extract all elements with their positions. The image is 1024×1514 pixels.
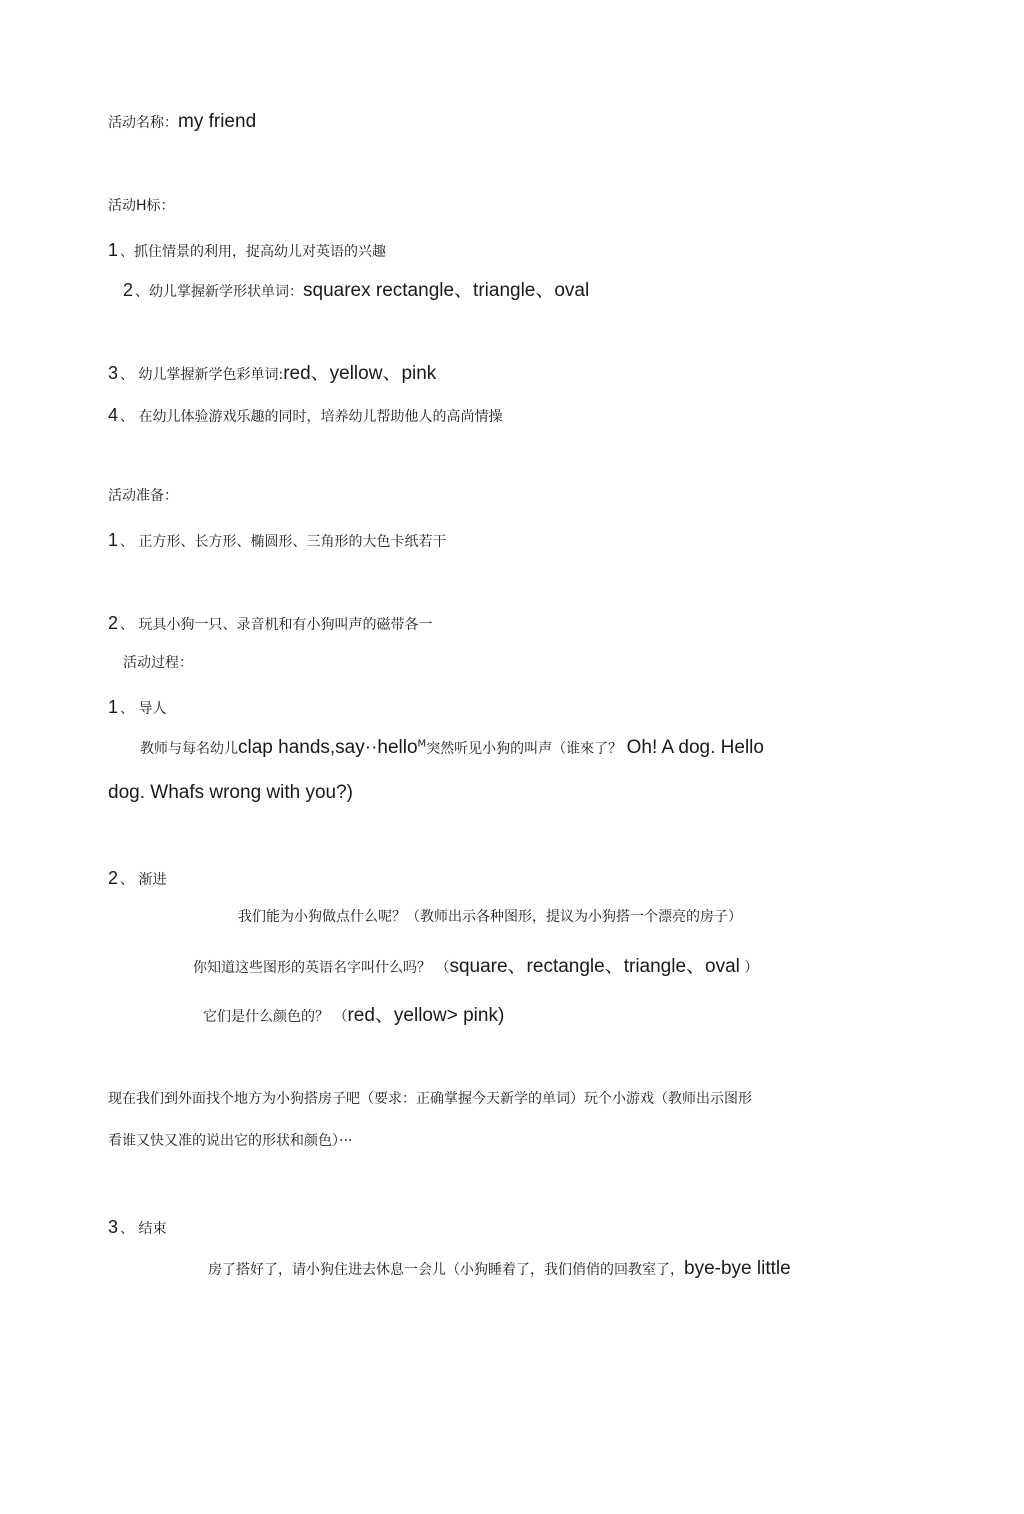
step-1-text: 、 导人 [120, 701, 167, 717]
title-value: my friend [178, 111, 257, 132]
step-3-number: 3 [108, 1217, 119, 1237]
goal-3-number: 3 [108, 363, 119, 383]
step-1-intro-en-2: Oh! A dog. Hello [626, 737, 764, 758]
goals-heading: 活动H标： [108, 198, 175, 214]
goal-4-number: 4 [108, 405, 119, 425]
step-2-question-2-end: ） [739, 960, 759, 976]
step-2-paragraph-line-2: 看谁又快又准的说出它的形状和颜色）··· [108, 1133, 353, 1149]
goal-4-text: 、 在幼儿体验游戏乐趣的同时，培养幼儿帮助他人的高尚情操 [120, 409, 503, 425]
step-2-question-3-en: red、yellow> pink) [347, 1005, 505, 1026]
goal-3-english: red、yellow、pink [283, 363, 437, 384]
goal-2-text: 、幼儿掌握新学形状单词： [135, 284, 304, 300]
goal-3-text: 、 幼儿掌握新学色彩单词: [120, 367, 284, 383]
step-2-paragraph-line-1: 现在我们到外面找个地方为小狗搭房子吧（要求：正确掌握今天新学的单词）玩个小游戏（教师出示图形 [108, 1091, 752, 1107]
goal-item-3 [108, 364, 436, 383]
step-3-text: 、 结束 [120, 1221, 167, 1237]
prep-heading: 活动准备： [108, 488, 178, 504]
step-1-heading [108, 698, 166, 716]
prep-2-text: 、 玩具小狗一只、录音机和有小狗叫声的磁带各一 [120, 617, 433, 633]
step-2-heading [108, 869, 166, 887]
goal-2-number: 2 [123, 280, 134, 300]
step-2-question-2-en: square、rectangle、triangle、oval [449, 956, 740, 977]
step-2-question-2 [193, 957, 758, 976]
step-3-heading [108, 1218, 166, 1236]
step-1-intro-cn: 教师与每名幼儿 [140, 741, 238, 757]
goal-2-english: squarex rectangle、triangle、oval [303, 280, 590, 301]
prep-item-2 [108, 614, 432, 632]
step-1-intro-cn-2: 突然听见小狗的叫声（谁來了？ [426, 741, 627, 757]
goal-1-number: 1 [108, 240, 119, 260]
prep-1-text: 、 正方形、长方形、椭圆形、三角形的大色卡纸若干 [120, 534, 447, 550]
step-1-paragraph-line-1 [140, 738, 764, 757]
step-2-question-2-cn: 你知道这些图形的英语名字叫什么吗？ （ [193, 960, 450, 976]
step-2-question-1: 我们能为小狗做点什么呢？（教师出示各种图形，提议为小狗搭一个漂亮的房子） [238, 909, 742, 925]
prep-2-number: 2 [108, 613, 119, 633]
goal-item-2 [123, 281, 589, 300]
goal-1-text: 、抓住情景的利用，捉高幼儿对英语的兴趣 [120, 244, 387, 260]
step-1-superscript: M [417, 738, 427, 750]
step-3-paragraph-cn: 房了搭好了，请小狗住进去休息一会儿（小狗睡着了，我们俏俏的回教室了， [208, 1262, 684, 1278]
process-heading: 活动过程： [123, 655, 193, 671]
prep-1-number: 1 [108, 530, 119, 550]
prep-item-1 [108, 531, 446, 549]
goal-item-1 [108, 241, 386, 259]
title-label: 活动名称： [108, 115, 178, 131]
activity-title [108, 112, 256, 131]
step-1-paragraph-line-2: dog. Whafs wrong with you?) [108, 782, 354, 803]
step-2-question-3-cn: 它们是什么颜色的？ （ [203, 1009, 348, 1025]
step-3-paragraph [208, 1259, 791, 1278]
goal-item-4 [108, 406, 502, 424]
step-3-paragraph-en: bye-bye little [684, 1258, 791, 1279]
step-1-intro-en: clap hands,say··hello [238, 737, 418, 758]
step-2-number: 2 [108, 868, 119, 888]
step-2-text: 、 渐进 [120, 872, 167, 888]
step-1-number: 1 [108, 697, 119, 717]
step-2-question-3 [203, 1006, 504, 1025]
